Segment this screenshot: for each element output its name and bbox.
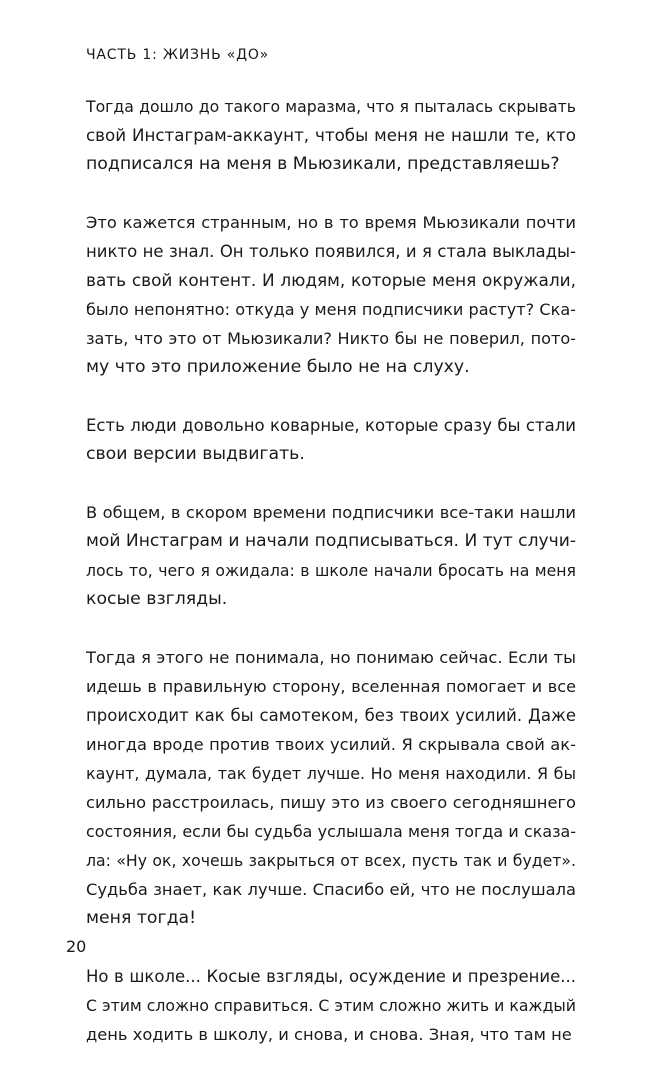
- text-line: происходит как бы самотеком, без твоих усилий. Даже: [86, 706, 576, 725]
- text-line: Есть люди довольно коварные, которые сразу бы стали: [86, 416, 576, 435]
- text-line: С этим сложно справиться. С этим сложно жить и каждый: [86, 996, 576, 1015]
- page-number: 20: [66, 937, 87, 956]
- running-header: ЧАСТЬ 1: ЖИЗНЬ «ДО»: [86, 47, 270, 63]
- text-line: свои версии выдвигать.: [86, 444, 305, 464]
- text-line: Тогда я этого не понимала, но понимаю сейчас. Если ты: [86, 648, 576, 667]
- body-text: [86, 92, 576, 1078]
- text-line: Но в школе... Косые взгляды, осуждение и презрение...: [86, 967, 576, 986]
- text-line: состояния, если бы судьба услышала меня тогда и сказа-: [86, 822, 576, 841]
- text-line: иногда вроде против твоих усилий. Я скрывала свой ак-: [86, 735, 576, 754]
- text-line: меня тогда!: [86, 908, 197, 928]
- text-line: каунт, думала, так будет лучше. Но меня находили. Я бы: [86, 764, 576, 783]
- text-line: было непонятно: откуда у меня подписчики растут? Ска-: [86, 300, 576, 319]
- text-line: В общем, в скором времени подписчики все-таки нашли: [86, 503, 576, 522]
- text-line: Тогда дошло до такого маразма, что я пыталась скрывать: [86, 97, 576, 116]
- text-line: день ходить в школу, и снова, и снова. Зная, что там не: [86, 1025, 572, 1044]
- text-line: никто не знал. Он только появился, и я стала выклады-: [86, 242, 576, 261]
- paragraph: [86, 92, 576, 179]
- text-line: идешь в правильную сторону, вселенная помогает и все: [86, 677, 576, 696]
- text-line: мой Инстаграм и начали подписываться. И тут случи-: [86, 531, 576, 551]
- paragraph: [86, 411, 576, 469]
- paragraph: [86, 498, 576, 614]
- text-line: сильно расстроилась, пишу это из своего сегодняшнего: [86, 793, 576, 812]
- text-line: ла: «Ну ок, хочешь закрыться от всех, пусть так и будет».: [86, 851, 576, 870]
- text-line: подписался на меня в Мьюзикали, представляешь?: [86, 154, 560, 174]
- text-line: Это кажется странным, но в то время Мьюзикали почти: [86, 213, 576, 232]
- text-line: свой Инстаграм-аккаунт, чтобы меня не нашли те, кто: [86, 125, 576, 145]
- text-line: зать, что это от Мьюзикали? Никто бы не поверил, пото-: [86, 329, 576, 348]
- text-line: лось то, чего я ожидала: в школе начали бросать на меня: [86, 561, 576, 580]
- text-line: косые взгляды.: [86, 589, 228, 609]
- paragraph: [86, 208, 576, 382]
- paragraph: [86, 962, 576, 1049]
- paragraph: [86, 643, 576, 933]
- text-line: Судьба знает, как лучше. Спасибо ей, что не послушала: [86, 880, 576, 899]
- text-line: му что это приложение было не на слуху.: [86, 357, 470, 377]
- text-line: вать свой контент. И людям, которые меня окружали,: [86, 270, 576, 290]
